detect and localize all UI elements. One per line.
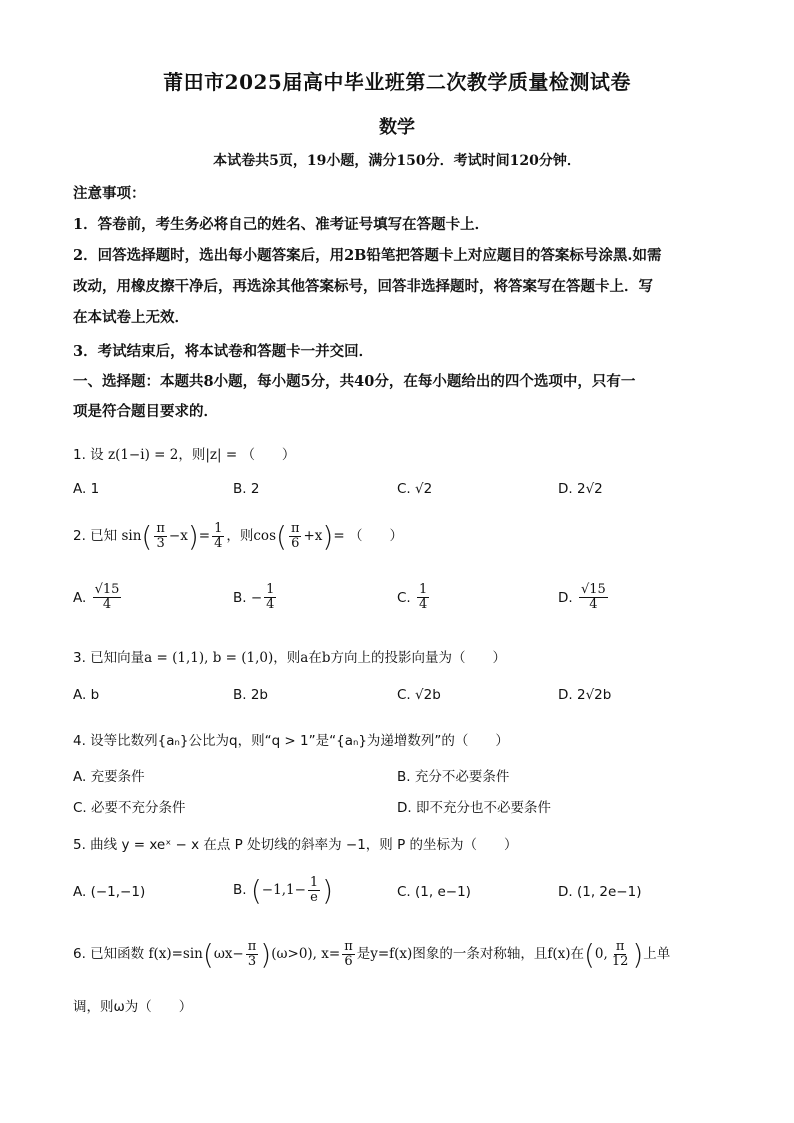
question-4: 4. 设等比数列{aₙ}公比为q，则“q > 1”是“{aₙ}为递增数列”的（ ） bbox=[73, 733, 509, 749]
q1-option-c[interactable]: C. √2 bbox=[397, 481, 433, 497]
notice-item-2-line-1: 2．回答选择题时，选出每小题答案后，用2B铅笔把答题卡上对应题目的答案标号涂黑.如需 bbox=[73, 247, 662, 264]
q3-option-b[interactable]: B. 2b bbox=[233, 687, 269, 703]
notice-item-2-line-2: 改动，用橡皮擦干净后，再选涂其他答案标号，回答非选择题时，将答案写在答题卡上．写 bbox=[73, 278, 653, 295]
q2-sin-expr: sin( $\frac{\pi}{3}$ −x)= $\frac{1}{4}$ bbox=[121, 520, 223, 553]
question-3: 3. 已知向量a = (1,1), b = (1,0)，则a在b方向上的投影向量为（ ） bbox=[73, 650, 506, 666]
section-1-line-2: 项是符合题目要求的． bbox=[73, 403, 218, 420]
q2-option-a[interactable]: A. $\frac{√15}{4}$ bbox=[73, 582, 120, 613]
section-1-line-1: 一、选择题：本题共8小题，每小题5分，共40分，在每小题给出的四个选项中，只有一 bbox=[73, 373, 636, 390]
q2-cos-expr: cos( $\frac{\pi}{6}$ +x)= bbox=[253, 520, 345, 553]
q6-interval: (0, $\frac{\pi}{12}$ ) bbox=[583, 938, 644, 971]
q1-option-b[interactable]: B. 2 bbox=[233, 481, 260, 497]
q4-option-d[interactable]: D. 即不充分也不必要条件 bbox=[397, 800, 551, 816]
question-5: 5. 曲线 y = xeˣ − x 在点 P 处切线的斜率为 −1，则 P 的坐标为（ ） bbox=[73, 837, 518, 853]
q3-vectors: a = (1,1), b = (1,0) bbox=[144, 650, 274, 666]
notice-heading: 注意事项： bbox=[73, 185, 146, 202]
q1-option-a[interactable]: A. 1 bbox=[73, 481, 100, 497]
exam-info: 本试卷共5页，19小题，满分150分．考试时间120分钟． bbox=[213, 153, 581, 169]
q1-modulus: |z| = bbox=[205, 447, 238, 463]
notice-item-3: 3．考试结束后，将本试卷和答题卡一并交回． bbox=[73, 343, 374, 360]
q2-option-b[interactable]: B. − $\frac{1}{4}$ bbox=[233, 582, 275, 613]
q5-option-b[interactable]: B. (−1,1− $\frac{1}{e}$ ) bbox=[233, 874, 334, 907]
exam-title: 莆田市2025届高中毕业班第二次教学质量检测试卷 bbox=[163, 70, 631, 94]
q3-prefix: 3. 已知向量 bbox=[73, 650, 145, 666]
q4-option-b[interactable]: B. 充分不必要条件 bbox=[397, 769, 510, 785]
q3-option-a[interactable]: A. b bbox=[73, 687, 100, 703]
q2-prefix: 2. 已知 bbox=[73, 528, 118, 544]
q5-option-d[interactable]: D. (1, 2e−1) bbox=[558, 884, 642, 900]
q3-option-d[interactable]: D. 2√2b bbox=[558, 687, 612, 703]
q3-option-c[interactable]: C. √2b bbox=[397, 687, 441, 703]
q6-function-expr: f(x)=sin(ωx− $\frac{\pi}{3}$ )(ω>0), x= $\frac{\pi}{6}$ bbox=[148, 938, 353, 971]
q4-option-c[interactable]: C. 必要不充分条件 bbox=[73, 800, 186, 816]
question-2: 2. 已知 sin( $\frac{\pi}{3}$ −x)= $\frac{1}{4}$ ，则cos( $\frac{\pi}{6}$ +x)= （ ） bbox=[73, 520, 403, 553]
question-1 bbox=[73, 443, 295, 463]
q1-prefix: 1. 设 bbox=[73, 447, 104, 463]
question-6-line-2: 调，则ω为（ ） bbox=[73, 999, 193, 1015]
question-6-line-1: 6. 已知函数 f(x)=sin(ωx− $\frac{\pi}{3}$ )(ω>0), x= $\frac{\pi}{6}$ 是y=f(x)图象的一条对称轴，且f(x)在(0, $\frac{\pi}{12}$ )上单 bbox=[73, 938, 671, 971]
q1-blank: （ ） bbox=[241, 447, 296, 463]
q5-option-c[interactable]: C. (1, e−1) bbox=[397, 884, 471, 900]
notice-item-2-line-3: 在本试卷上无效． bbox=[73, 309, 189, 326]
q2-option-d[interactable]: D. $\frac{√15}{4}$ bbox=[558, 582, 606, 613]
q1-mid: ，则 bbox=[178, 447, 206, 463]
q1-equation: z(1−i) = 2 bbox=[107, 447, 179, 463]
q4-option-a[interactable]: A. 充要条件 bbox=[73, 769, 145, 785]
subject-title: 数学 bbox=[379, 117, 415, 138]
q1-option-d[interactable]: D. 2√2 bbox=[558, 481, 603, 497]
q2-option-c[interactable]: C. $\frac{1}{4}$ bbox=[397, 582, 428, 613]
q3-text: 方向上的投影向量为（ ） bbox=[330, 650, 506, 666]
q2-blank: （ ） bbox=[348, 528, 403, 544]
q5-option-a[interactable]: A. (−1,−1) bbox=[73, 884, 146, 900]
notice-item-1: 1．答卷前，考生务必将自己的姓名、准考证号填写在答题卡上． bbox=[73, 216, 490, 233]
